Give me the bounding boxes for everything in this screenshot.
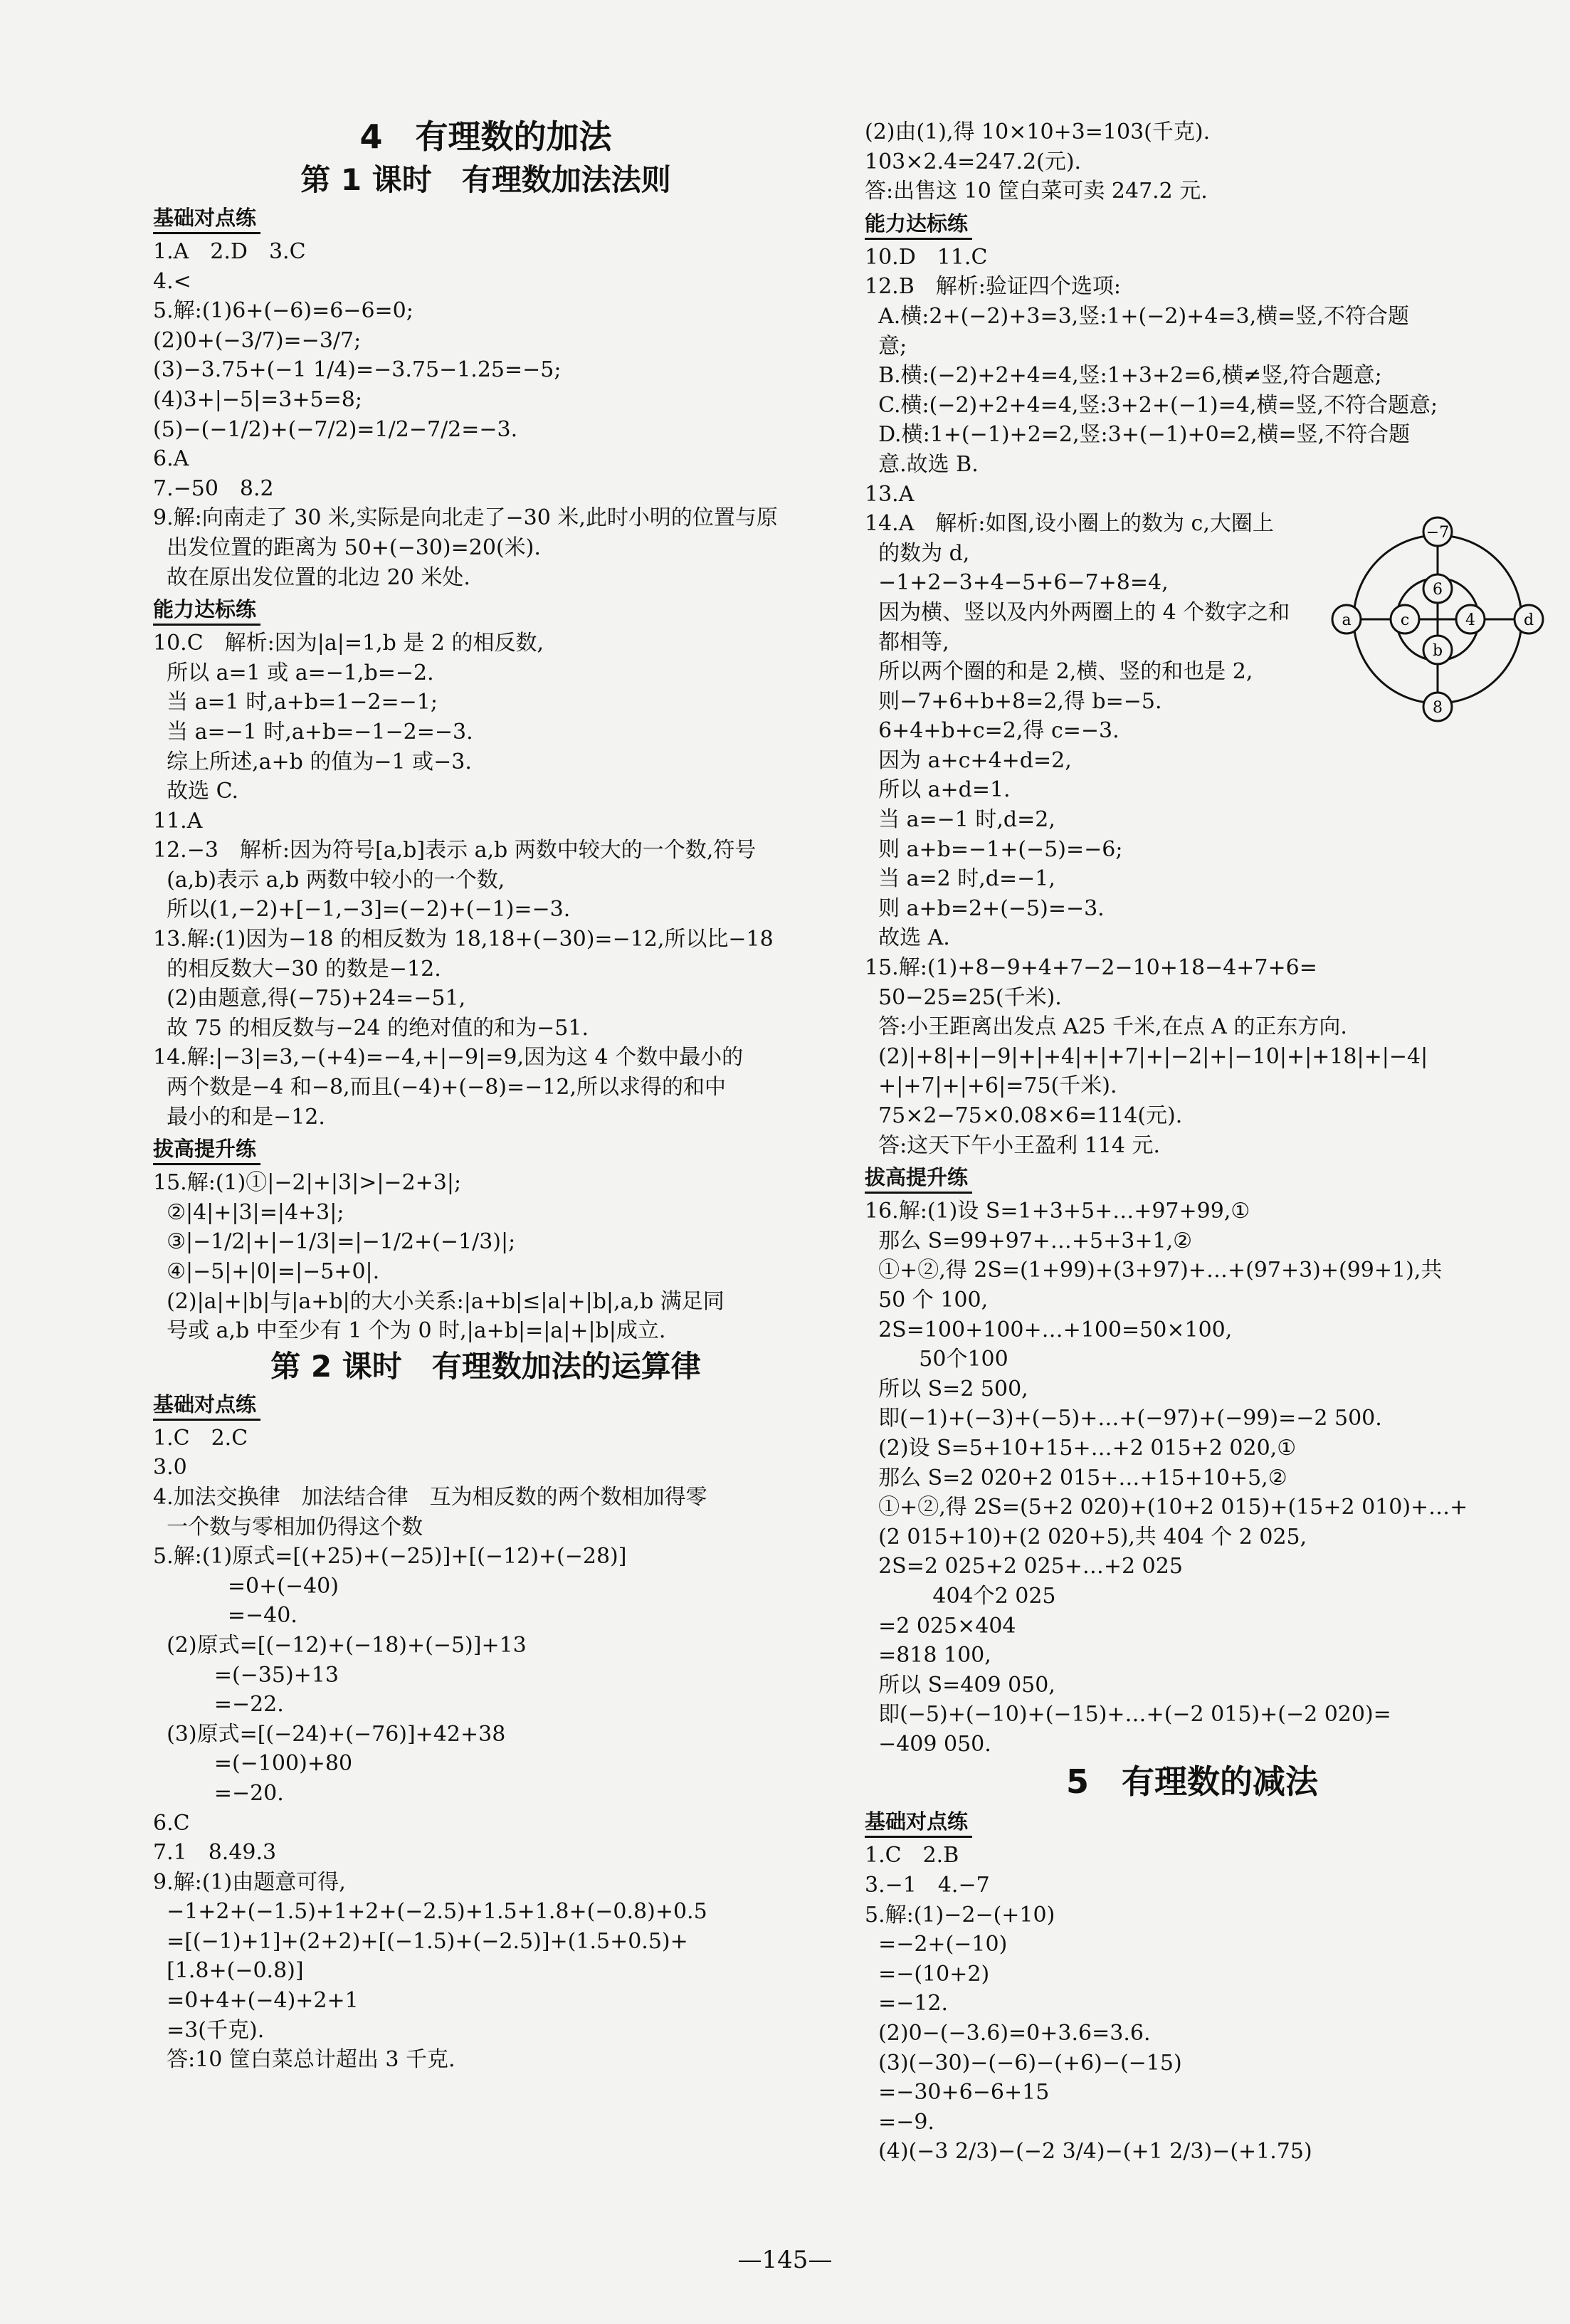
circle-diagram: [1331, 516, 1544, 722]
answer-line: =818 100,: [865, 1643, 991, 1668]
answer-line: 50 个 100,: [865, 1287, 989, 1313]
answer-line: 故选 A.: [865, 925, 950, 951]
section-label: 拔高提升练: [865, 1163, 972, 1194]
left-column: [153, 114, 818, 2075]
answer-line: 所以 S=2 500,: [865, 1376, 1028, 1402]
section-label: 能力达标练: [865, 209, 972, 240]
answer-line: =3(千克).: [153, 2017, 265, 2043]
section-title: 4 有理数的加法: [359, 117, 612, 156]
answer-line: 所以两个圈的和是 2,横、竖的和也是 2,: [865, 659, 1253, 685]
outer-label: a: [1342, 611, 1352, 629]
answer-line: 当 a=1 时,a+b=1−2=−1;: [153, 690, 438, 715]
section-label: 基础对点练: [865, 1807, 972, 1838]
answer-line: 15.解:(1)+8−9+4+7−2−10+18−4+7+6=: [865, 955, 1317, 981]
answer-line: (4)(−3 2/3)−(−2 3/4)−(+1 2/3)−(+1.75): [865, 2139, 1312, 2165]
answer-line: (3)(−30)−(−6)−(+6)−(−15): [865, 2050, 1182, 2076]
answer-line: 答:小王距离出发点 A25 千米,在点 A 的正东方向.: [865, 1014, 1347, 1040]
inner-label: 6: [1433, 581, 1443, 599]
answer-line: −1+2+(−1.5)+1+2+(−2.5)+1.5+1.8+(−0.8)+0.5: [153, 1899, 707, 1925]
answer-line: 综上所述,a+b 的值为−1 或−3.: [153, 749, 472, 774]
answer-line: 50−25=25(千米).: [865, 984, 1062, 1010]
answer-line: =2 025×404: [865, 1613, 1016, 1639]
answer-line: 5.解:(1)−2−(+10): [865, 1902, 1055, 1928]
answer-line: 所以(1,−2)+[−1,−3]=(−2)+(−1)=−3.: [153, 897, 571, 922]
answer-line: 所以 a+d=1.: [865, 777, 1011, 803]
answer-line: =−12.: [865, 1991, 949, 2017]
inner-label: 4: [1465, 611, 1475, 629]
answer-line: 意;: [865, 333, 907, 359]
answer-line: +|+7|+|+6|=75(千米).: [865, 1073, 1117, 1099]
answer-line: 则 a+b=2+(−5)=−3.: [865, 895, 1105, 921]
answer-line: 当 a=−1 时,a+b=−1−2=−3.: [153, 719, 473, 745]
answer-line: 都相等,: [865, 629, 949, 655]
answer-line: 故 75 的相反数与−24 的绝对值的和为−51.: [153, 1015, 589, 1041]
answer-line: 16.解:(1)设 S=1+3+5+…+97+99,①: [865, 1199, 1250, 1224]
answer-line: 故在原出发位置的北边 20 米处.: [153, 564, 470, 590]
answer-line: =[(−1)+1]+(2+2)+[(−1.5)+(−2.5)]+(1.5+0.5)+: [153, 1928, 688, 1954]
answer-line: 答:10 筐白菜总计超出 3 千克.: [153, 2047, 455, 2073]
answer-line: 3.0: [153, 1455, 187, 1481]
answer-line: 2S=2 025+2 025+…+2 025: [865, 1554, 1183, 1579]
answer-line: 14.A 解析:如图,设小圈上的数为 c,大圈上: [865, 511, 1274, 537]
answer-line: 10.D 11.C: [865, 244, 988, 270]
answer-line: 则−7+6+b+8=2,得 b=−5.: [865, 688, 1162, 714]
answer-line: 即(−1)+(−3)+(−5)+…+(−97)+(−99)=−2 500.: [865, 1406, 1382, 1431]
answer-line: (2)由(1),得 10×10+3=103(千克).: [865, 120, 1211, 144]
inner-label: b: [1432, 642, 1443, 660]
answer-line: 7.−50 8.2: [153, 475, 274, 501]
answer-line: 9.解:(1)由题意可得,: [153, 1869, 346, 1895]
answer-line: =(−100)+80: [153, 1751, 353, 1777]
answer-line: C.横:(−2)+2+4=4,竖:3+2+(−1)=4,横=竖,不符合题意;: [865, 392, 1438, 418]
answer-line: =0+(−40): [153, 1573, 339, 1599]
answer-line: 5.解:(1)原式=[(+25)+(−25)]+[(−12)+(−28)]: [153, 1544, 627, 1570]
answer-line: −409 050.: [865, 1731, 991, 1757]
answer-line: =−30+6−6+15: [865, 2080, 1050, 2105]
answer-line: 一个数与零相加仍得这个数: [153, 1514, 423, 1540]
answer-line: (2)0−(−3.6)=0+3.6=3.6.: [865, 2021, 1151, 2046]
answer-line: =−20.: [153, 1780, 284, 1806]
answer-line: 意.故选 B.: [865, 451, 979, 477]
answer-line: =(−35)+13: [153, 1662, 339, 1688]
answer-line: 9.解:向南走了 30 米,实际是向北走了−30 米,此时小明的位置与原: [153, 505, 778, 531]
answer-line: [1.8+(−0.8)]: [153, 1958, 304, 1984]
answer-line: =−9.: [865, 2109, 934, 2135]
answer-line: B.横:(−2)+2+4=4,竖:1+3+2=6,横≠竖,符合题意;: [865, 363, 1382, 389]
section-title: 第 1 课时 有理数加法法则: [300, 162, 671, 197]
answer-line: 即(−5)+(−10)+(−15)+…+(−2 015)+(−2 020)=: [865, 1702, 1391, 1728]
answer-line: 的数为 d,: [865, 540, 970, 566]
answer-line: 13.解:(1)因为−18 的相反数为 18,18+(−30)=−12,所以比−18: [153, 927, 774, 952]
answer-line: 号或 a,b 中至少有 1 个为 0 时,|a+b|=|a|+|b|成立.: [153, 1318, 666, 1344]
answer-line: 7.1 8.49.3: [153, 1840, 277, 1866]
answer-line: 1.A 2.D 3.C: [153, 239, 306, 264]
answer-line: 6+4+b+c=2,得 c=−3.: [865, 718, 1119, 744]
answer-line: (5)−(−1/2)+(−7/2)=1/2−7/2=−3.: [153, 416, 518, 442]
outer-label: d: [1523, 611, 1534, 629]
answer-line: 4.<: [153, 268, 191, 294]
answer-line: =−2+(−10): [865, 1932, 1008, 1957]
answer-line: 404个2 025: [865, 1583, 1056, 1609]
answer-line: 1.C 2.C: [153, 1425, 248, 1451]
answer-line: (2)|+8|+|−9|+|+4|+|+7|+|−2|+|−10|+|+18|+|−4|: [865, 1043, 1428, 1069]
answer-line: (2)设 S=5+10+15+…+2 015+2 020,①: [865, 1435, 1297, 1461]
answer-line: ④|−5|+|0|=|−5+0|.: [153, 1259, 380, 1284]
answer-line: 两个数是−4 和−8,而且(−4)+(−8)=−12,所以求得的和中: [153, 1075, 726, 1100]
answer-line: 所以 a=1 或 a=−1,b=−2.: [153, 660, 434, 685]
answer-line: 10.C 解析:因为|a|=1,b 是 2 的相反数,: [153, 631, 544, 656]
answer-line: (2)原式=[(−12)+(−18)+(−5)]+13: [153, 1632, 527, 1658]
answer-line: −1+2−3+4−5+6−7+8=4,: [865, 570, 1169, 596]
answer-line: 3.−1 4.−7: [865, 1873, 990, 1898]
answer-line: 当 a=2 时,d=−1,: [865, 866, 1055, 892]
section-label: 能力达标练: [153, 595, 260, 626]
outer-label: −7: [1426, 524, 1450, 542]
answer-line: 1.C 2.B: [865, 1843, 959, 1868]
right-column: [865, 117, 1519, 2167]
answer-line: 12.−3 解析:因为符号[a,b]表示 a,b 两数中较大的一个数,符号: [153, 838, 757, 863]
answer-line: 13.A: [865, 481, 915, 507]
answer-line: (2)|a|+|b|与|a+b|的大小关系:|a+b|≤|a|+|b|,a,b 满足同: [153, 1288, 725, 1314]
answer-line: 5.解:(1)6+(−6)=6−6=0;: [153, 298, 413, 324]
section-label: 基础对点练: [153, 204, 260, 234]
section-label: 拔高提升练: [153, 1135, 260, 1165]
answer-line: ③|−1/2|+|−1/3|=|−1/2+(−1/3)|;: [153, 1229, 516, 1255]
page-number: —145—: [737, 2246, 833, 2274]
answer-line: 15.解:(1)①|−2|+|3|>|−2+3|;: [153, 1170, 462, 1196]
answer-line: 75×2−75×0.08×6=114(元).: [865, 1103, 1183, 1128]
answer-line: (2)0+(−3/7)=−3/7;: [153, 327, 362, 353]
answer-line: =−22.: [153, 1692, 284, 1718]
answer-line: 则 a+b=−1+(−5)=−6;: [865, 836, 1123, 862]
answer-line: (3)原式=[(−24)+(−76)]+42+38: [153, 1721, 506, 1747]
section-title: 第 2 课时 有理数加法的运算律: [270, 1348, 701, 1384]
answer-line: 最小的和是−12.: [153, 1104, 325, 1130]
answer-line: (3)−3.75+(−1 1/4)=−3.75−1.25=−5;: [153, 357, 562, 383]
answer-line: 因为横、竖以及内外两圈上的 4 个数字之和: [865, 599, 1290, 625]
answer-line: 4.加法交换律 加法结合律 互为相反数的两个数相加得零: [153, 1484, 707, 1510]
answer-line: 所以 S=409 050,: [865, 1672, 1055, 1698]
answer-line: =0+4+(−4)+2+1: [153, 1988, 359, 2014]
answer-line: 答:这天下午小王盈利 114 元.: [865, 1132, 1161, 1158]
answer-line: 那么 S=99+97+…+5+3+1,②: [865, 1228, 1193, 1253]
answer-line: 11.A: [153, 808, 203, 834]
section-title: 5 有理数的减法: [1065, 1762, 1318, 1802]
answer-line: 6.A: [153, 446, 189, 472]
answer-line: 50个100: [865, 1347, 1008, 1372]
answer-line: (2 015+10)+(2 020+5),共 404 个 2 025,: [865, 1524, 1307, 1550]
answer-line: ①+②,得 2S=(5+2 020)+(10+2 015)+(15+2 010)+…+: [865, 1495, 1468, 1520]
answer-line: A.横:2+(−2)+3=3,竖:1+(−2)+4=3,横=竖,不符合题: [865, 303, 1409, 329]
answer-line: 6.C: [153, 1810, 190, 1836]
answer-line: ②|4|+|3|=|4+3|;: [153, 1199, 344, 1225]
answer-line: 12.B 解析:验证四个选项:: [865, 274, 1121, 300]
answer-line: 的相反数大−30 的数是−12.: [153, 956, 441, 982]
answer-line: 103×2.4=247.2(元).: [865, 149, 1082, 174]
outer-label: 8: [1433, 699, 1443, 717]
answer-line: 故选 C.: [153, 779, 239, 804]
answer-line: 2S=100+100+…+100=50×100,: [865, 1317, 1233, 1342]
section-label: 基础对点练: [153, 1390, 260, 1421]
answer-line: =−(10+2): [865, 1961, 990, 1987]
answer-line: (4)3+|−5|=3+5=8;: [153, 387, 362, 412]
answer-line: 答:出售这 10 筐白菜可卖 247.2 元.: [865, 179, 1208, 204]
answer-line: (a,b)表示 a,b 两数中较小的一个数,: [153, 867, 505, 893]
answer-line: 14.解:|−3|=3,−(+4)=−4,+|−9|=9,因为这 4 个数中最小的: [153, 1045, 744, 1071]
inner-label: c: [1400, 611, 1410, 629]
answer-line: D.横:1+(−1)+2=2,竖:3+(−1)+0=2,横=竖,不符合题: [865, 422, 1411, 448]
answer-line: 因为 a+c+4+d=2,: [865, 747, 1072, 773]
answer-line: 出发位置的距离为 50+(−30)=20(米).: [153, 535, 541, 560]
answer-line: =−40.: [153, 1603, 297, 1629]
answer-line: (2)由题意,得(−75)+24=−51,: [153, 986, 466, 1011]
answer-line: ①+②,得 2S=(1+99)+(3+97)+…+(97+3)+(99+1),共: [865, 1258, 1443, 1283]
answer-line: 当 a=−1 时,d=2,: [865, 807, 1055, 833]
answer-line: 那么 S=2 020+2 015+…+15+10+5,②: [865, 1465, 1287, 1490]
